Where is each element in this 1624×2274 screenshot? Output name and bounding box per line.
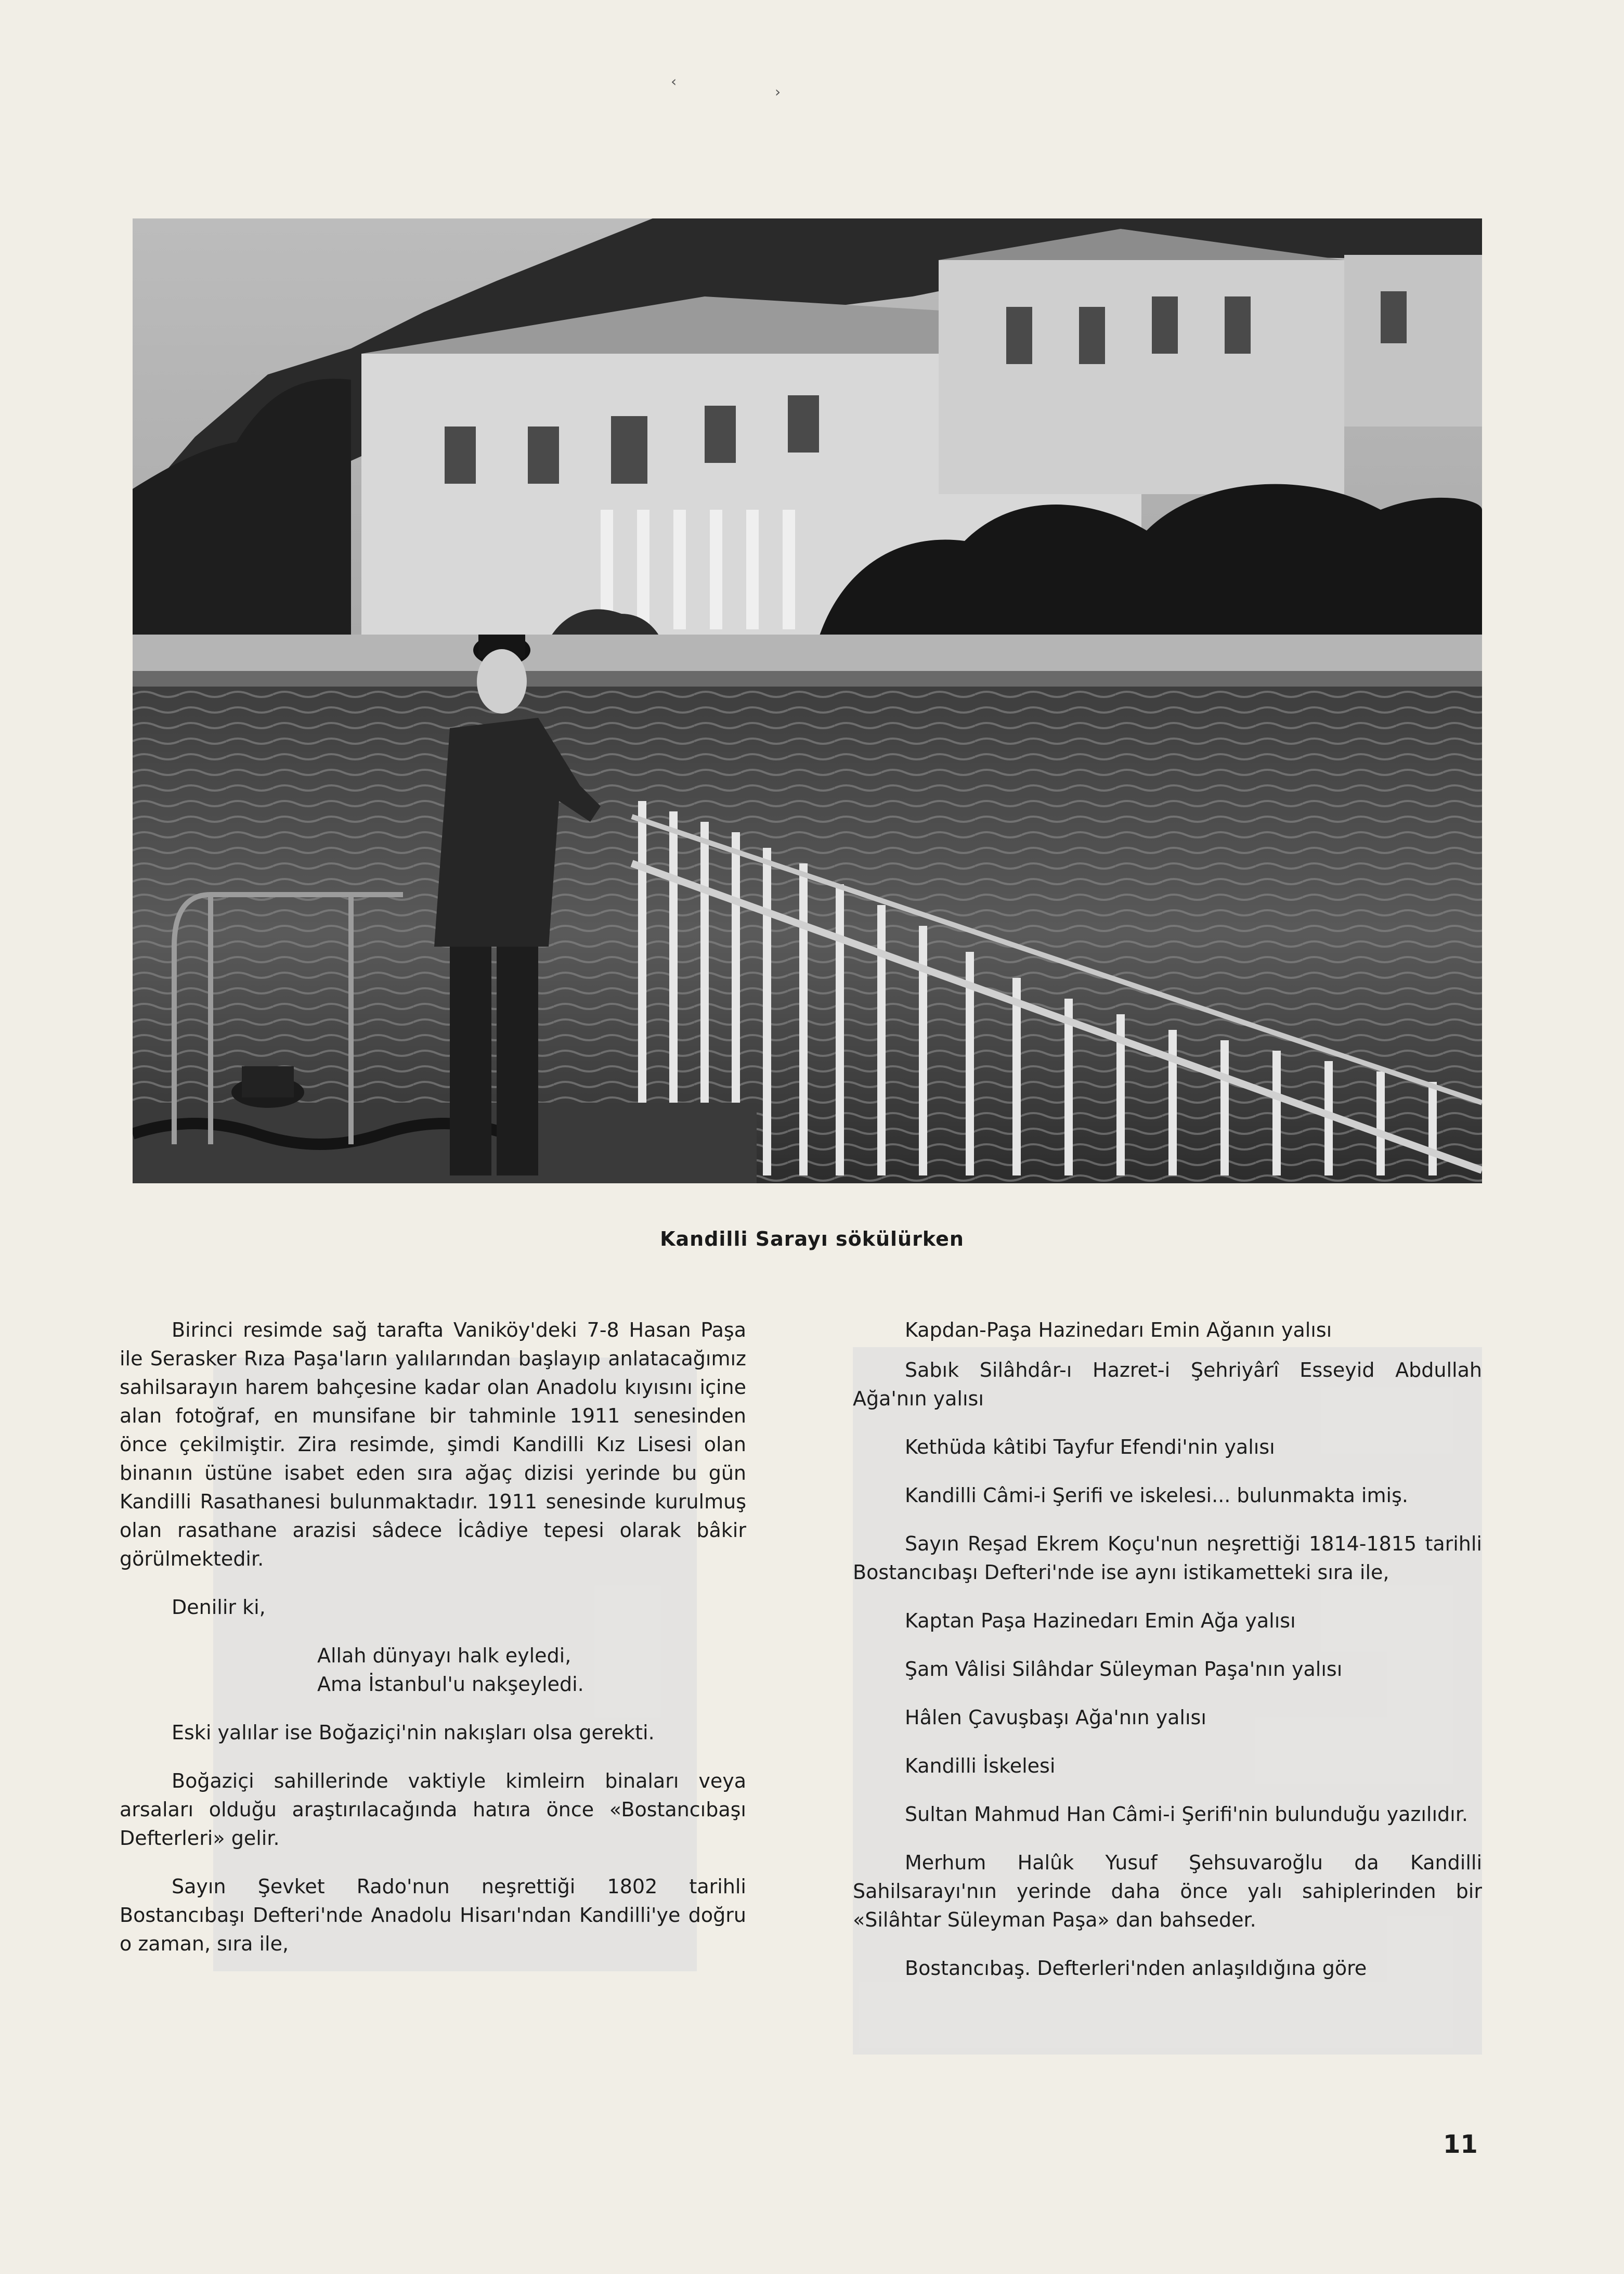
photograph bbox=[133, 218, 1482, 1183]
left-column bbox=[120, 1316, 746, 1978]
list-item: Sabık Silâhdâr-ı Hazret-i Şehriyârî Esseyid Abdullah Ağa'nın yalısı bbox=[853, 1359, 1482, 1410]
paragraph: Sayın Şevket Rado'nun neşrettiği 1802 tarihli Bostancıbaşı Defteri'nde Anadolu Hisarı'ndan Kandilli'ye doğru o zaman, sıra ile, bbox=[120, 1875, 746, 1955]
scan-mark: › bbox=[775, 83, 781, 100]
paragraph: Bostancıbaş. Defterleri'nden anlaşıldığına göre bbox=[905, 1957, 1367, 1980]
list-item: Kandilli Câmi-i Şerifi ve iskelesi... bulunmakta imiş. bbox=[905, 1484, 1408, 1507]
list-item: Hâlen Çavuşbaşı Ağa'nın yalısı bbox=[905, 1706, 1206, 1729]
paragraph: Eski yalılar ise Boğaziçi'nin nakışları olsa gerekti. bbox=[172, 1721, 655, 1744]
list-item: Kandilli İskelesi bbox=[905, 1754, 1056, 1777]
list-item: Kaptan Paşa Hazinedarı Emin Ağa yalısı bbox=[905, 1609, 1296, 1632]
photo-illustration bbox=[133, 218, 1482, 1183]
list-item: Kapdan-Paşa Hazinedarı Emin Ağanın yalısı bbox=[905, 1319, 1332, 1341]
list-item: Şam Vâlisi Silâhdar Süleyman Paşa'nın yalısı bbox=[905, 1658, 1343, 1681]
paragraph: Boğaziçi sahillerinde vaktiyle kimleirn binaları veya arsaları olduğu araştırılacağında hatıra önce «Bostancıbaşı Defterleri» gelir. bbox=[120, 1769, 746, 1850]
verse-line: Allah dünyayı halk eyledi, bbox=[317, 1644, 571, 1667]
paragraph: Denilir ki, bbox=[172, 1596, 266, 1619]
right-column bbox=[853, 1316, 1482, 2002]
page-number: 11 bbox=[1443, 2130, 1478, 2159]
verse-line: Ama İstanbul'u nakşeyledi. bbox=[317, 1673, 584, 1696]
photo-caption: Kandilli Sarayı sökülürken bbox=[660, 1228, 964, 1250]
scan-mark: ‹ bbox=[671, 73, 677, 90]
list-item: Kethüda kâtibi Tayfur Efendi'nin yalısı bbox=[905, 1436, 1275, 1458]
paragraph: Sultan Mahmud Han Câmi-i Şerifi'nin bulunduğu yazılıdır. bbox=[905, 1803, 1468, 1826]
paragraph: Sayın Reşad Ekrem Koçu'nun neşrettiği 1814-1815 tarihli Bostancıbaşı Defteri'nde ise aynı istikametteki sıra ile, bbox=[853, 1532, 1482, 1584]
paragraph: Merhum Halûk Yusuf Şehsuvaroğlu da Kandilli Sahilsarayı'nın yerinde daha önce yalı sahiplerinden bir «Silâhtar Süleyman Paşa» dan bahseder. bbox=[853, 1851, 1482, 1931]
verse bbox=[317, 1642, 746, 1699]
paragraph: Birinci resimde sağ tarafta Vaniköy'deki 7-8 Hasan Paşa ile Serasker Rıza Paşa'ların yalılarından başlayıp anlatacağımız sahilsarayın harem bahçesine kadar olan Anadolu kıyısını içine alan fotoğraf, en munsifane bir tahminle 1911 senesinden önce çekilmiştir. Zira resimde, şimdi Kandilli Kız Lisesi olan binanın üstüne isabet eden sıra ağaç dizisi yerinde bu gün Kandilli Rasathanesi bulunmaktadır. 1911 senesinde kurulmuş olan rasathane arazisi sâdece İcâdiye tepesi olarak bâkir görülmektedir. bbox=[120, 1319, 746, 1570]
